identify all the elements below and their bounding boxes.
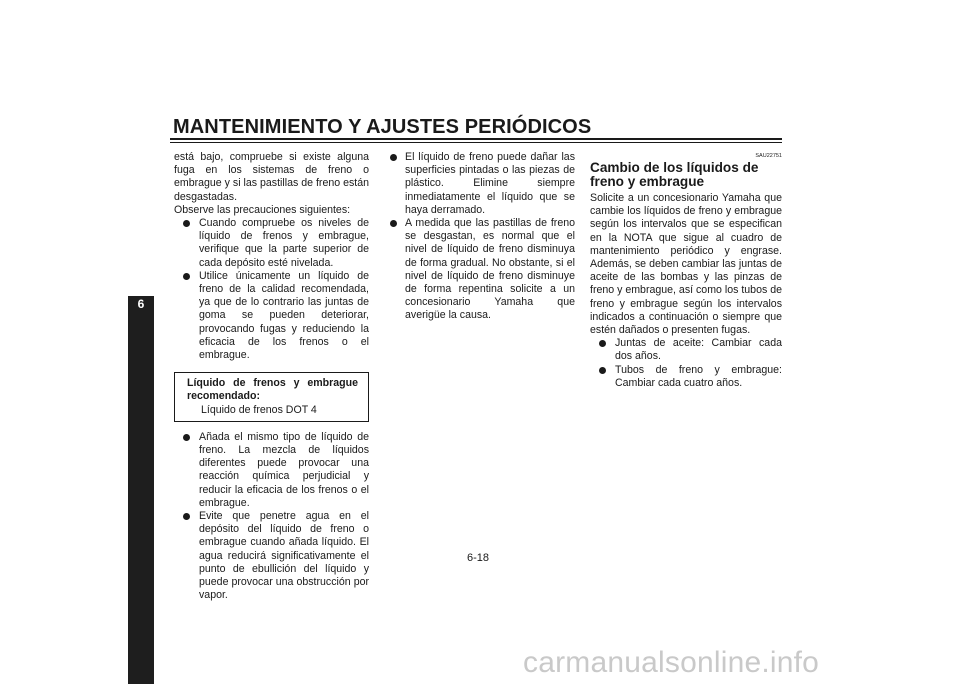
list-item — [174, 270, 369, 362]
list-item — [174, 431, 369, 510]
list-item-text: Añada el mismo tipo de líquido de freno. La mezcla de líquidos diferentes puede provocar una reacción química perjudicial y reducir la eficacia de los frenos o el embrague. — [199, 430, 369, 509]
watermark: carmanualsonline.info — [523, 646, 820, 679]
bullet-icon — [183, 273, 190, 280]
precautions-list-continued — [389, 151, 575, 323]
spec-title: Líquido de frenos y embrague recomendado: — [187, 377, 358, 403]
section-title: Cambio de los líquidos de freno y embrague — [590, 160, 759, 189]
column-2 — [389, 151, 575, 323]
bullet-icon — [183, 434, 190, 441]
title-rule-thick — [170, 138, 782, 140]
bullet-icon — [599, 340, 606, 347]
list-item — [389, 151, 575, 217]
list-item-text: Tubos de freno y embrague: Cambiar cada cuatro años. — [615, 363, 782, 389]
chapter-tab — [128, 296, 154, 684]
list-item — [590, 337, 782, 363]
replacement-intervals-list — [590, 337, 782, 390]
intro-paragraph: está bajo, compruebe si existe alguna fuga en los sistemas de freno o embrague y si las pastillas de freno están desgastadas. — [174, 151, 369, 203]
spec-value: Líquido de frenos DOT 4 — [201, 403, 317, 416]
bullet-icon — [390, 154, 397, 161]
list-item-text: El líquido de freno puede dañar las superficies pintadas o las piezas de plástico. Elimine siempre inmediatamente el líquido que se haya derramado. — [405, 151, 575, 216]
list-item-text: Evite que penetre agua en el depósito del líquido de freno o embrague cuando añada líquido. El agua reducirá significativamente el punto de ebullición del líquido y puede provocar una obstrucción por vapor. — [199, 510, 369, 602]
bullet-icon — [183, 220, 190, 227]
list-item-text: A medida que las pastillas de freno se desgastan, es normal que el nivel de líquido de freno disminuya de forma gradual. No obstante, si el nivel de líquido de freno disminuye de forma repentina solicite a un concesionario Yamaha que averigüe la causa. — [405, 217, 575, 322]
column-3 — [590, 151, 782, 390]
title-rule-thin — [170, 142, 782, 143]
precautions-list-bottom — [174, 431, 369, 603]
page-number: 6-18 — [467, 552, 490, 564]
list-item-text: Utilice únicamente un líquido de freno de la calidad recomendada, ya que de lo contrario las juntas de goma se pueden deteriorar, provocando fugas y reduciendo la eficacia de los frenos o el embrague. — [199, 269, 369, 362]
bullet-icon — [183, 513, 190, 520]
list-item — [174, 217, 369, 270]
spec-box — [174, 372, 369, 422]
precautions-list-top — [174, 217, 369, 362]
bullet-icon — [390, 220, 397, 227]
bullet-icon — [599, 367, 606, 374]
chapter-tab-label: 6 — [137, 297, 145, 311]
list-item — [389, 217, 575, 323]
observe-paragraph: Observe las precauciones siguientes: — [174, 203, 351, 216]
list-item-text: Juntas de aceite: Cambiar cada dos años. — [615, 337, 782, 363]
list-item-text: Cuando compruebe os niveles de líquido de frenos y embrague, verifique que la parte superior de cada depósito esté nivelada. — [199, 217, 369, 269]
column-1 — [174, 151, 369, 603]
page-title: MANTENIMIENTO Y AJUSTES PERIÓDICOS — [173, 116, 592, 138]
section-body: Solicite a un concesionario Yamaha que cambie los líquidos de freno y embrague según los intervalos que se especifican en la NOTA que sigue al cuadro de mantenimiento periódico y engrase. Además, se deben cambiar las juntas de aceite de las bombas y las pinzas de freno y embrague, así como los tubos de freno y embrague según los intervalos indicados a continuación o siempre que estén dañados o presenten fugas. — [590, 192, 782, 337]
section-code: SAU22751 — [755, 153, 782, 159]
list-item — [590, 364, 782, 390]
list-item — [174, 510, 369, 602]
